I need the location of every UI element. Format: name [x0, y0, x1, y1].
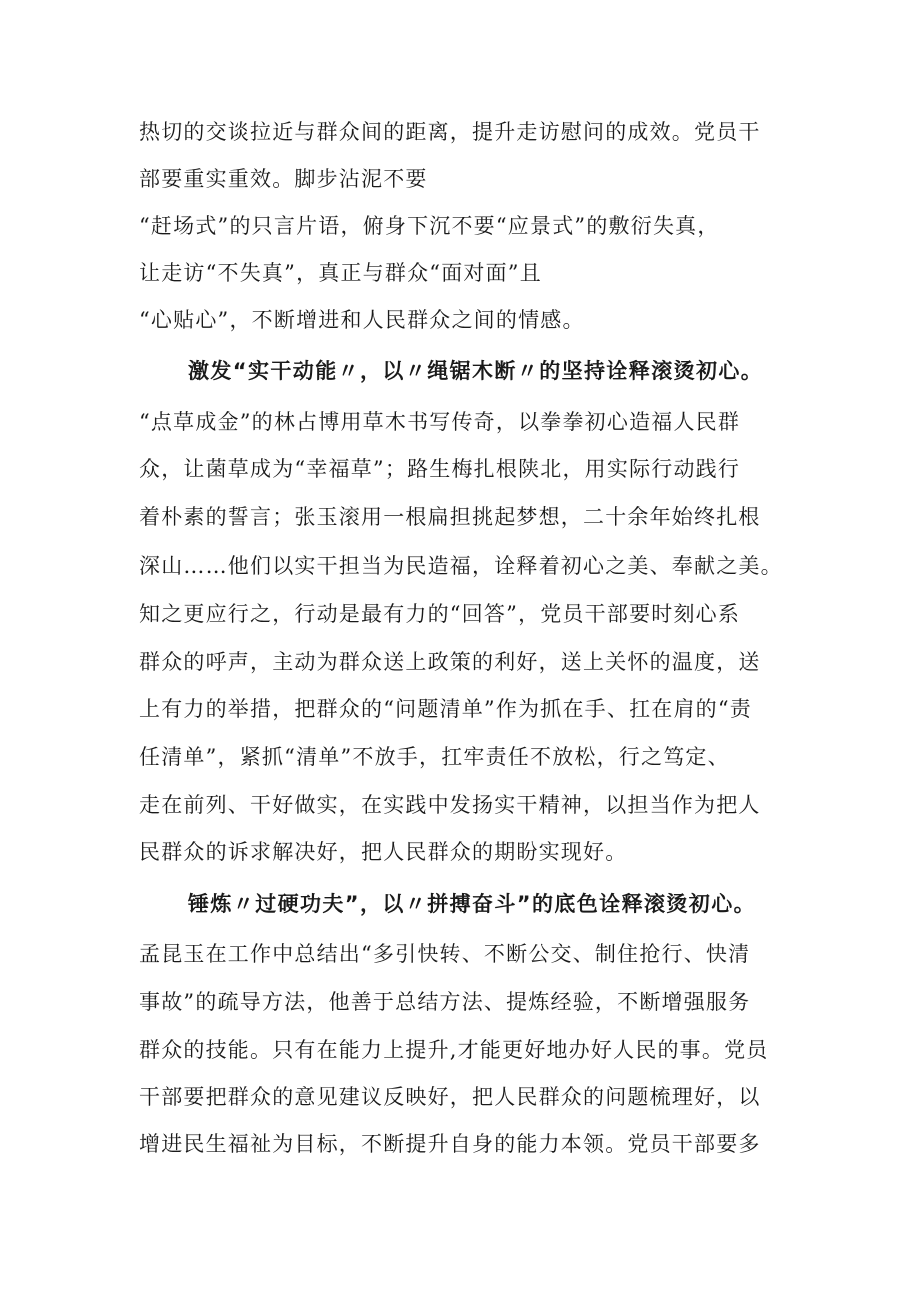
text-line: 着朴素的誓言；张玉滚用一根扁担挑起梦想，二十余年始终扎根 [139, 505, 761, 529]
text-line: 群众的技能。只有在能力上提升,才能更好地办好人民的事。党员 [139, 1038, 769, 1062]
text-line: “赶场式”的只言片语，俯身下沉不要“应景式”的敷衍失真， [139, 214, 720, 238]
text-line: 深山……他们以实干担当为民造福，诠释着初心之美、奉献之美。 [139, 554, 783, 578]
text-line: 部要重实重效。脚步沾泥不要 [139, 167, 428, 191]
text-line: 知之更应行之，行动是最有力的“回答”，党员干部要时刻心系 [139, 602, 741, 626]
text-line: “心贴心”，不断增进和人民群众之间的情感。 [139, 308, 585, 332]
text-line: 干部要把群众的意见建议反映好，把人民群众的问题梳理好，以 [139, 1085, 761, 1109]
section-heading: 激发“实干动能〃，以〃绳锯木断〃的坚持诠释滚烫初心。 [188, 359, 764, 383]
text-line: 事故”的疏导方法，他善于总结方法、提炼经验，不断增强服务 [139, 990, 751, 1014]
text-line: 增进民生福祉为目标，不断提升自身的能力本领。党员干部要多 [139, 1132, 761, 1156]
text-line: 任清单”，紧抓“清单”不放手，扛牢责任不放松，行之笃定、 [139, 745, 730, 769]
text-line: 众，让菌草成为“幸福草”；路生梅扎根陕北，用实际行动践行 [139, 457, 741, 481]
text-line: 孟昆玉在工作中总结出“多引快转、不断公交、制住抢行、快清 [139, 942, 751, 966]
text-line: 走在前列、干好做实，在实践中发扬实干精神，以担当作为把人 [139, 793, 761, 817]
section-heading: 锤炼〃过硬功夫”，以〃拼搏奋斗”的底色诠释滚烫初心。 [188, 892, 757, 916]
text-line: 群众的呼声，主动为群众送上政策的利好，送上关怀的温度，送 [139, 650, 761, 674]
text-line: “点草成金”的林占博用草木书写传奇，以拳拳初心造福人民群 [139, 410, 741, 434]
text-line: 上有力的举措，把群众的“问题清单”作为抓在手、扛在肩的“责 [139, 697, 753, 721]
text-line: 让走访“不失真”，真正与群众“面对面”且 [139, 261, 542, 285]
text-line: 热切的交谈拉近与群众间的距离，提升走访慰问的成效。党员干 [139, 120, 761, 144]
text-line: 民群众的诉求解决好，把人民群众的期盼实现好。 [139, 840, 628, 864]
